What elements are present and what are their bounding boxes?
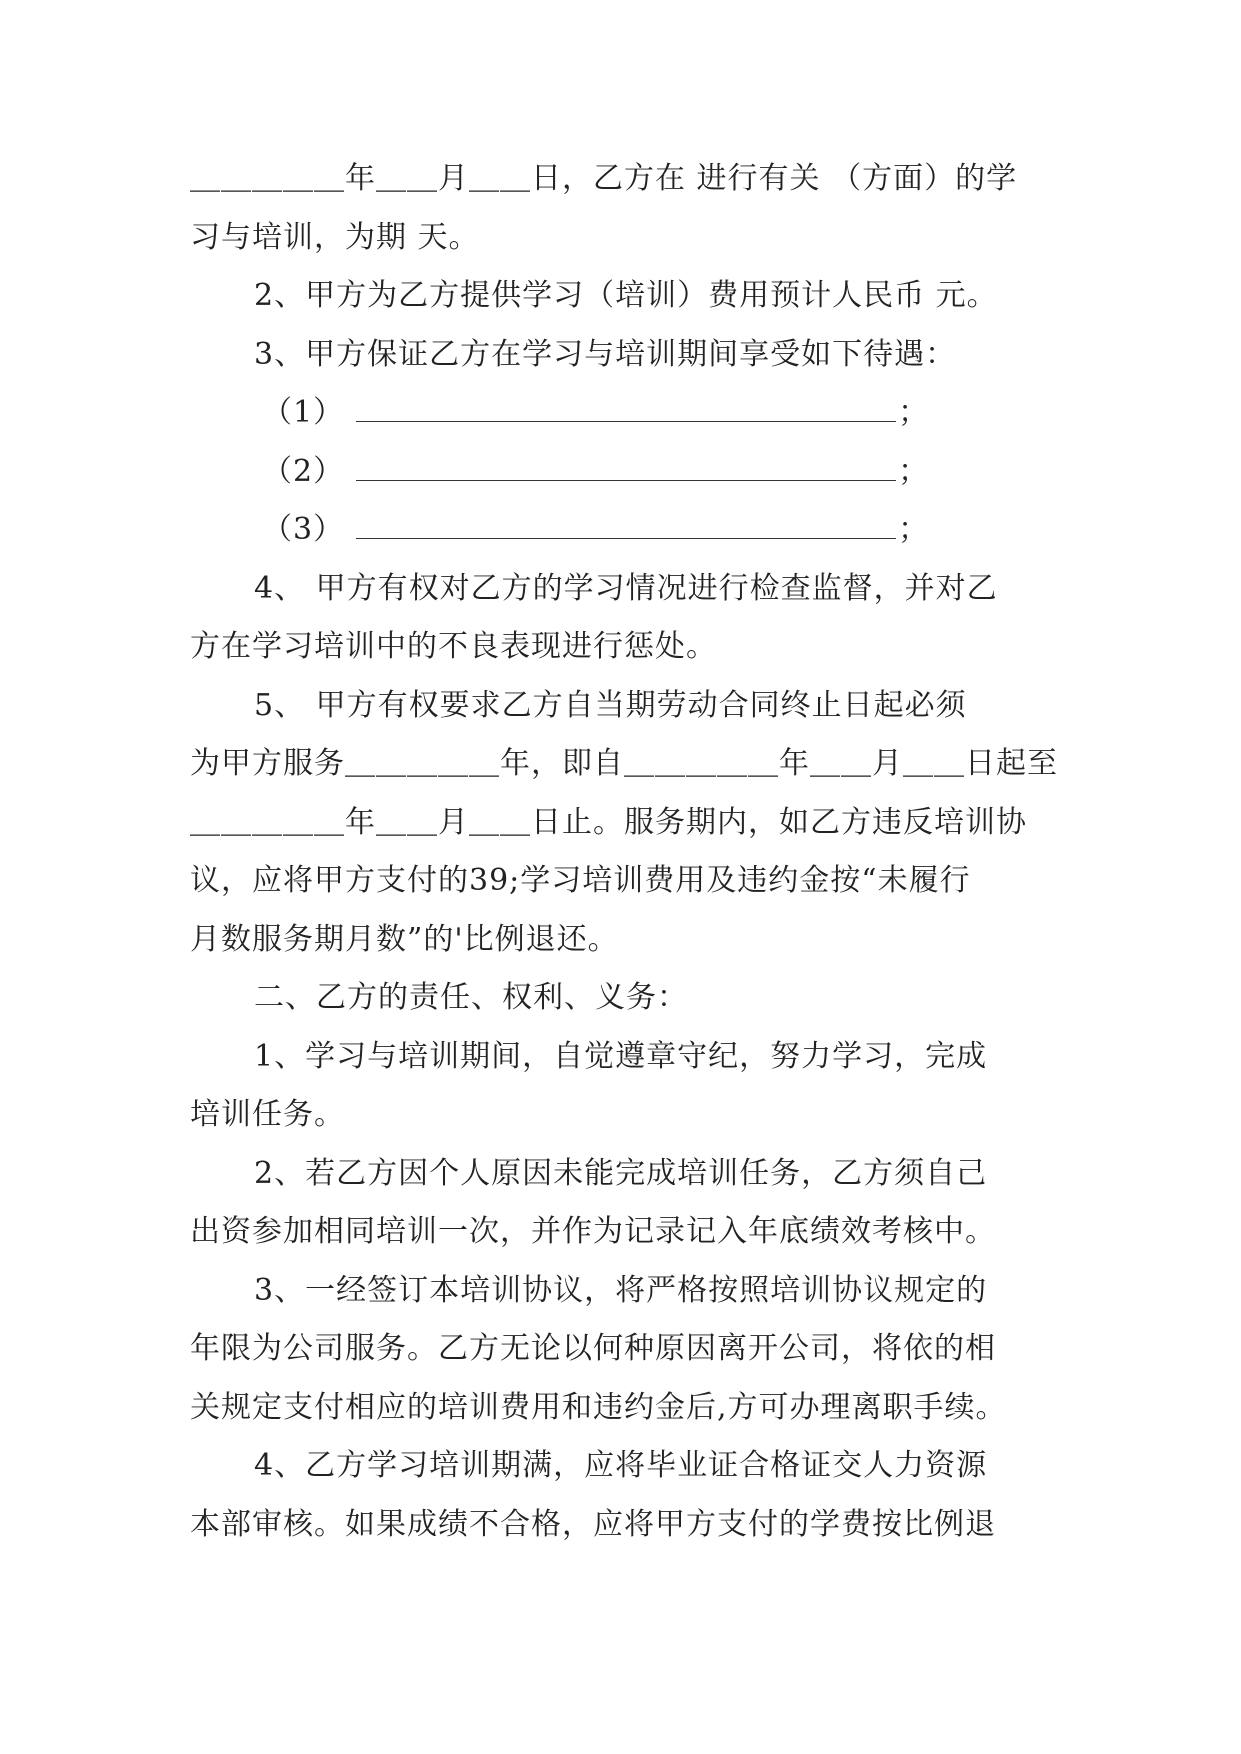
text-line: ＿＿＿＿＿年＿＿月＿＿日，乙方在 进行有关 （方面）的学 bbox=[190, 161, 1018, 196]
fill-in-blank bbox=[356, 444, 896, 481]
text-line: 4、乙方学习培训期满，应将毕业证合格证交人力资源 bbox=[254, 1448, 988, 1483]
text-line: 2、甲方为乙方提供学习（培训）费用预计人民币 元。 bbox=[254, 278, 998, 313]
item-label: （2） bbox=[262, 453, 345, 489]
text-line: 3、一经签订本培训协议，将严格按照培训协议规定的 bbox=[254, 1272, 988, 1308]
fill-in-blank bbox=[356, 502, 896, 539]
text-line: 关规定支付相应的培训费用和违约金后,方可办理离职手续。 bbox=[190, 1389, 1007, 1425]
text-line: 议，应将甲方支付的39;学习培训费用及违约金按“未履行 bbox=[190, 863, 971, 898]
text-line: 5、 甲方有权要求乙方自当期劳动合同终止日起必须 bbox=[254, 687, 967, 723]
document-page bbox=[190, 150, 1058, 1554]
section-heading: 二、乙方的责任、权利、义务： bbox=[254, 980, 688, 1015]
text-line: 本部审核。如果成绩不合格，应将甲方支付的学费按比例退 bbox=[190, 1506, 996, 1542]
text-line: 3、甲方保证乙方在学习与培训期间享受如下待遇： bbox=[254, 336, 957, 372]
text-line: 4、 甲方有权对乙方的学习情况进行检查监督，并对乙 bbox=[254, 570, 998, 606]
item-label: （3） bbox=[262, 512, 345, 547]
text-line: 培训任务。 bbox=[190, 1097, 345, 1132]
benefit-item-1 bbox=[190, 384, 1050, 443]
text-line: 2、若乙方因个人原因未能完成培训任务，乙方须自己 bbox=[254, 1155, 988, 1191]
text-line: 为甲方服务＿＿＿＿＿年，即自＿＿＿＿＿年＿＿月＿＿日起至 bbox=[190, 746, 1058, 781]
item-suffix: ； bbox=[898, 453, 930, 489]
benefit-item-3 bbox=[190, 501, 1050, 560]
text-line: 习与培训，为期 天。 bbox=[190, 219, 480, 255]
item-suffix: ； bbox=[898, 512, 930, 547]
text-line: 方在学习培训中的不良表现进行惩处。 bbox=[190, 629, 717, 664]
benefit-item-2 bbox=[190, 443, 1050, 502]
fill-in-blank bbox=[356, 385, 896, 422]
text-line: 1、学习与培训期间，自觉遵章守纪，努力学习，完成 bbox=[254, 1038, 988, 1074]
text-line: 出资参加相同培训一次，并作为记录记入年底绩效考核中。 bbox=[190, 1214, 996, 1249]
text-line: 年限为公司服务。乙方无论以何种原因离开公司，将依的相 bbox=[190, 1331, 996, 1366]
text-line: 月数服务期月数”的'比例退还。 bbox=[190, 921, 619, 957]
item-label: （1） bbox=[262, 395, 345, 430]
text-line: ＿＿＿＿＿年＿＿月＿＿日止。服务期内，如乙方违反培训协 bbox=[190, 804, 1027, 840]
item-suffix: ； bbox=[898, 395, 930, 430]
